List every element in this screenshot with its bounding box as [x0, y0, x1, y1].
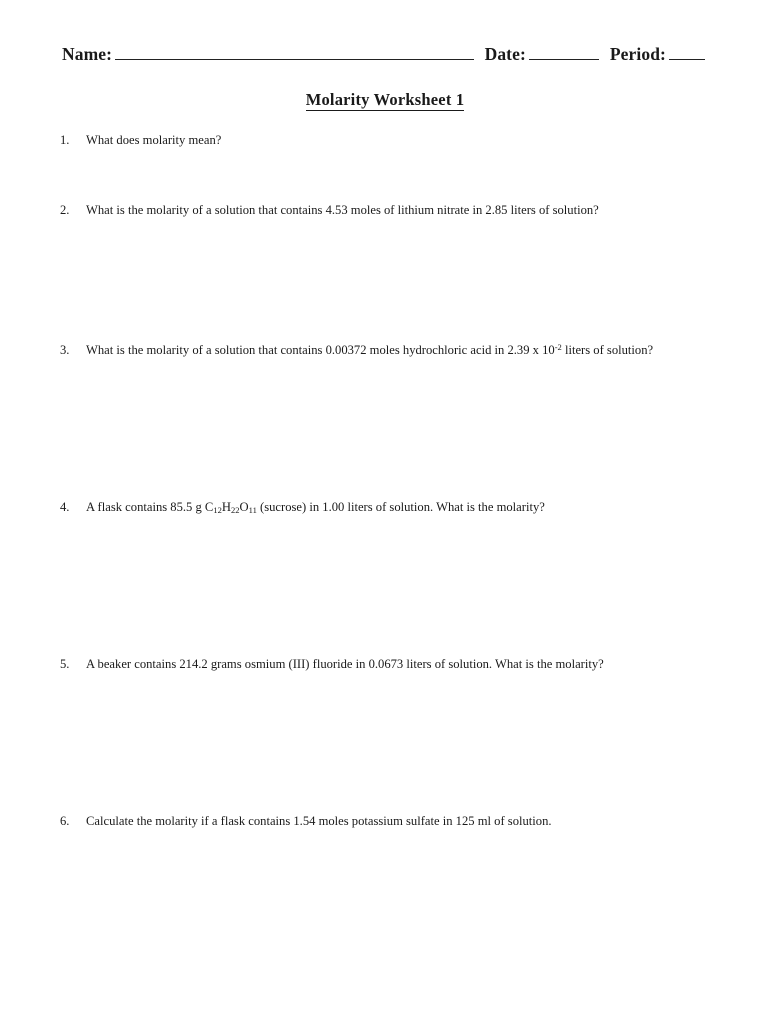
question-5-text: A beaker contains 214.2 grams osmium (III) fluoride in 0.0673 liters of solution. What is the molarity?: [86, 657, 604, 671]
question-4: [60, 498, 712, 516]
question-5-number: 5.: [60, 657, 70, 671]
question-4-text-before: A flask contains 85.5 g C: [86, 500, 214, 514]
date-label: Date:: [484, 43, 526, 64]
question-2-text: What is the molarity of a solution that contains 4.53 moles of lithium nitrate in 2.85 liters of solution?: [86, 203, 599, 217]
name-input-blank[interactable]: [115, 42, 474, 60]
page-title-text: Molarity Worksheet 1: [305, 90, 465, 109]
question-3-text-after: liters of solution?: [561, 343, 654, 357]
question-4-text-after: (sucrose) in 1.00 liters of solution. What is the molarity?: [256, 500, 545, 514]
question-3-text-before: What is the molarity of a solution that contains 0.00372 moles hydrochloric acid in 2.39 x 10: [86, 343, 555, 357]
name-label: Name:: [62, 43, 113, 64]
question-6-text: Calculate the molarity if a flask contains 1.54 moles potassium sulfate in 125 ml of solution.: [86, 814, 552, 828]
page-title: [0, 90, 770, 110]
question-4-element-h: H: [221, 500, 231, 514]
question-3-text: [86, 341, 712, 359]
question-3-exponent: -2: [554, 342, 562, 353]
question-2: [60, 201, 712, 219]
period-input-blank[interactable]: [669, 42, 705, 60]
question-4-number: 4.: [60, 500, 70, 514]
question-4-subscript-3: 11: [248, 505, 257, 516]
question-1-number: 1.: [60, 133, 70, 147]
date-input-blank[interactable]: [529, 42, 599, 60]
question-4-subscript-1: 12: [213, 505, 222, 516]
period-label: Period:: [609, 43, 666, 64]
question-2-number: 2.: [60, 203, 70, 217]
question-4-text: [86, 498, 712, 516]
question-6-number: 6.: [60, 814, 70, 828]
question-3-number: 3.: [60, 343, 70, 357]
question-4-subscript-2: 22: [230, 505, 240, 516]
question-5: [60, 655, 712, 673]
question-6: [60, 812, 712, 830]
student-info-header: [62, 42, 708, 65]
question-1: [60, 131, 712, 149]
question-3: [60, 341, 712, 359]
question-4-element-o: O: [239, 500, 249, 514]
question-1-text: What does molarity mean?: [86, 133, 222, 147]
